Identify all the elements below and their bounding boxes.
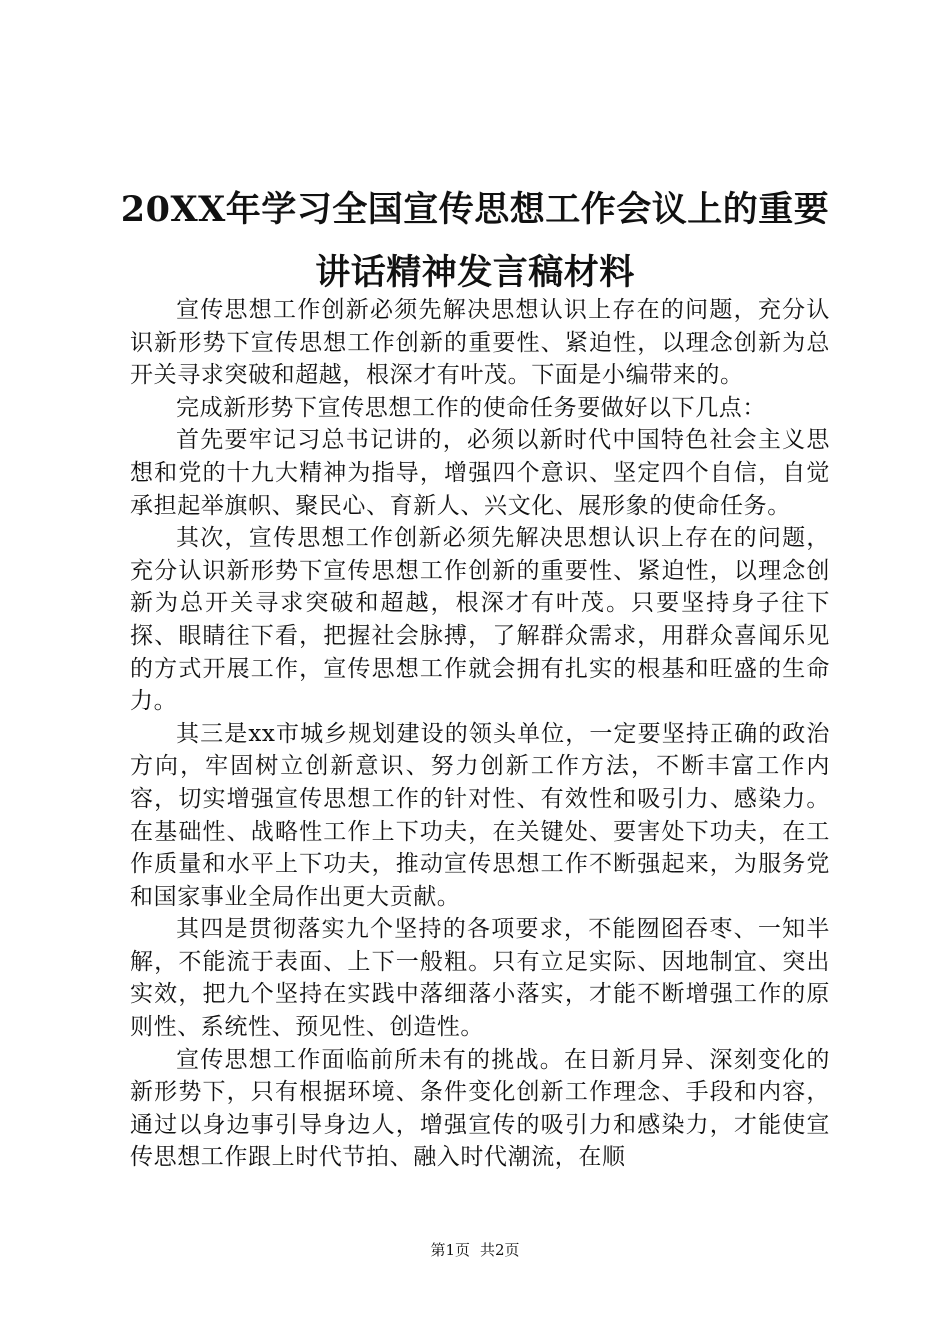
paragraph-third-point: 其三是xx市城乡规划建设的领头单位，一定要坚持正确的政治方向，牢固树立创新意识、努力创新工作方法，不断丰富工作内容，切实增强宣传思想工作的针对性、有效性和吸引力、感染力。在基础性、战略性工作上下功夫，在关键处、要害处下功夫，在工作质量和水平上下功夫，推动宣传思想工作不断强起来，为服务党和国家事业全局作出更大贡献。 [130,720,830,910]
paragraph-intro: 宣传思想工作创新必须先解决思想认识上存在的问题，充分认识新形势下宣传思想工作创新的重要性、紧迫性，以理念创新为总开关寻求突破和超越，根深才有叶茂。下面是小编带来的。 [130,297,830,389]
page-footer [0,1240,950,1260]
document-title-line-1: 20XX年学习全国宣传思想工作会议上的重要 [120,189,830,230]
page-number: 第1页 [430,1241,470,1259]
page-total: 共2页 [480,1241,520,1259]
document-title-line-2: 讲话精神发言稿材料 [315,252,635,293]
paragraph-fourth-point: 其四是贯彻落实九个坚持的各项要求，不能囫囵吞枣、一知半解，不能流于表面、上下一般粗。只有立足实际、因地制宜、突出实效，把九个坚持在实践中落细落小落实，才能不断增强工作的原则性、系统性、预见性、创造性。 [130,916,830,1041]
paragraph-second-point: 其次，宣传思想工作创新必须先解决思想认识上存在的问题，充分认识新形势下宣传思想工作创新的重要性、紧迫性，以理念创新为总开关寻求突破和超越，根深才有叶茂。只要坚持身子往下探、眼睛往下看，把握社会脉搏，了解群众需求，用群众喜闻乐见的方式开展工作，宣传思想工作就会拥有扎实的根基和旺盛的生命力。 [130,525,830,715]
paragraph-challenges: 宣传思想工作面临前所未有的挑战。在日新月异、深刻变化的新形势下，只有根据环境、条件变化创新工作理念、手段和内容，通过以身边事引导身边人，增强宣传的吸引力和感染力，才能使宣传思想工作跟上时代节拍、融入时代潮流，在顺 [130,1046,830,1171]
document-body [130,294,830,1174]
paragraph-lead: 完成新形势下宣传思想工作的使命任务要做好以下几点： [176,394,766,421]
paragraph-first-point: 首先要牢记习总书记讲的，必须以新时代中国特色社会主义思想和党的十九大精神为指导，增强四个意识、坚定四个自信，自觉承担起举旗帜、聚民心、育新人、兴文化、展形象的使命任务。 [130,427,830,519]
